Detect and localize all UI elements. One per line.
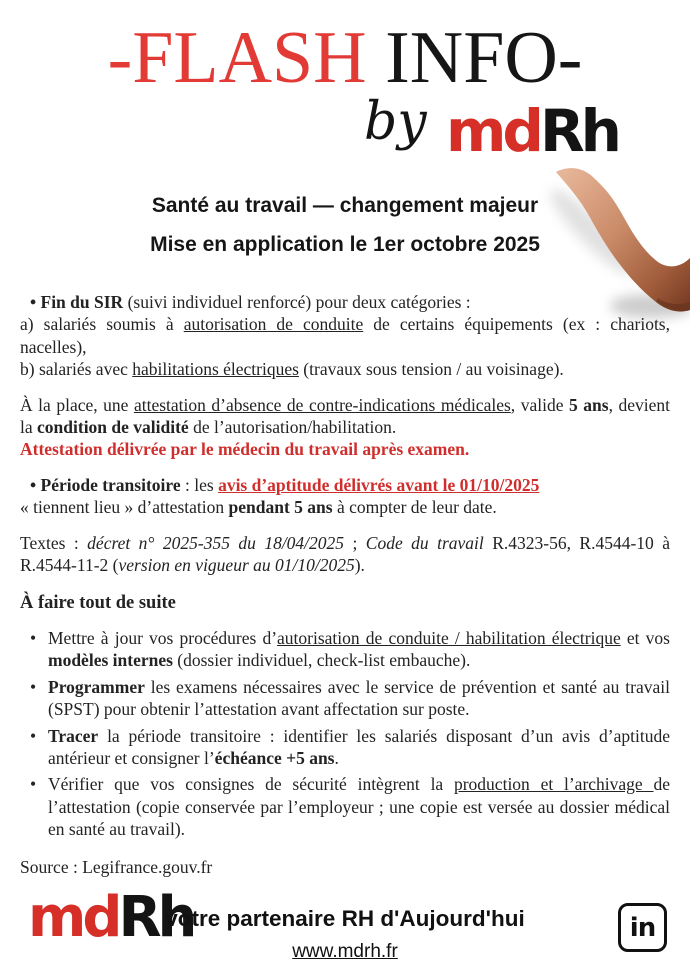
text-run: pendant 5 ans	[228, 497, 333, 518]
website-link-wrap	[0, 941, 690, 963]
page-title	[0, 17, 690, 99]
bullet-text	[48, 773, 670, 840]
text-run: condition de validité	[37, 417, 189, 438]
para-fin-du-sir	[20, 291, 670, 381]
text-run: autorisation de conduite / habilitation électrique	[277, 627, 621, 648]
text-run: décret n° 2025-355 du 18/04/2025	[87, 532, 345, 553]
text-run: À faire tout de suite	[20, 593, 176, 614]
todo-verifier	[20, 773, 670, 840]
text-run: et vos	[620, 627, 670, 648]
text-run: 5 ans	[569, 394, 609, 415]
text-run: Tracer	[48, 725, 99, 746]
text-run: la période transitoire : identifier les salariés disposant d’un avis d’aptitude antérieur et consigner l’	[48, 725, 670, 768]
logo-md: md	[28, 885, 119, 950]
text-run: • Période transitoire	[30, 474, 181, 495]
heading-a-faire	[20, 592, 670, 614]
text-run: (travaux sous tension / au voisinage).	[298, 359, 564, 380]
subtitle-line-1: Santé au travail — changement majeur	[151, 194, 539, 217]
text-run: Programmer	[48, 676, 145, 697]
text-run: , devient la	[20, 394, 670, 438]
text-run: ;	[344, 532, 366, 553]
text-run: (suivi individuel renforcé) pour deux catégories :	[123, 292, 471, 312]
logo-md: md	[446, 97, 540, 165]
text-run: autorisation de conduite	[183, 314, 364, 335]
text-run: , valide	[510, 394, 569, 415]
linkedin-icon[interactable]: in	[618, 903, 667, 952]
text-run: : les	[180, 474, 219, 495]
text-run: production et l’archivage	[453, 774, 654, 795]
text-run: Source : Legifrance.gouv.fr	[20, 856, 213, 877]
text-run: habilitations électriques	[132, 359, 299, 380]
todo-mettre-a-jour	[20, 627, 670, 672]
text-run: Code du travail	[365, 532, 484, 553]
text-run: de l’attestation (copie conservée par l’employeur ; une copie est versée au dossier médical en santé au travail).	[48, 774, 671, 840]
text-run: de l’autorisation/habilitation.	[188, 417, 397, 438]
website-link[interactable]: www.mdrh.fr	[292, 941, 398, 962]
text-run: Mettre à jour vos procédures d’	[48, 627, 278, 648]
subtitle-block	[0, 194, 690, 257]
logo-rh: Rh	[118, 885, 194, 950]
text-run: à compter de leur date.	[332, 497, 497, 518]
title-flash: -FLASH	[107, 17, 386, 99]
text-run: attestation d’absence de contre-indications médicales	[133, 394, 511, 415]
para-textes	[20, 532, 670, 577]
text-run: avis d’aptitude délivrés avant le 01/10/2025	[218, 474, 540, 495]
text-run: (dossier individuel, check-list embauche).	[172, 650, 471, 671]
bullet-text	[48, 725, 670, 770]
text-run: .	[334, 747, 339, 768]
bullet-text	[48, 627, 670, 672]
text-run: R.4323-56, R.4544-10 à R.4544-11-2 (	[20, 532, 670, 576]
body-content	[20, 291, 670, 878]
bullet-marker: •	[30, 774, 37, 795]
text-run: modèles internes	[48, 650, 173, 671]
source-line	[20, 856, 670, 878]
subtitle-line-2: Mise en application le 1er octobre 2025	[150, 233, 540, 256]
text-run: • Fin du SIR	[30, 292, 124, 312]
footer-tagline: votre partenaire RH d'Aujourd'hui	[165, 906, 525, 931]
text-run: « tiennent lieu » d’attestation	[20, 497, 229, 518]
logo-rh: Rh	[539, 97, 618, 165]
para-attestation	[20, 394, 670, 461]
text-run: b) salariés avec	[20, 359, 133, 380]
text-run: Vérifier que vos consignes de sécurité intègrent la	[48, 774, 454, 795]
bullet-marker: •	[30, 725, 37, 746]
text-run: échéance +5 ans	[214, 747, 335, 768]
text-run: de certains équipements (ex : chariots, nacelles),	[20, 314, 670, 357]
text-run: Textes :	[20, 532, 88, 553]
mdrh-logo-header	[446, 97, 618, 165]
bullet-text	[48, 676, 670, 721]
bullet-marker: •	[30, 627, 37, 648]
text-run: ).	[354, 555, 365, 576]
todo-tracer	[20, 725, 670, 770]
by-script-text: by	[364, 92, 427, 152]
todo-programmer	[20, 676, 670, 721]
text-run: les examens nécessaires avec le service de prévention et santé au travail (SPST) pour obtenir l’attestation avant affectation sur poste.	[48, 676, 670, 720]
text-run: a) salariés soumis à	[20, 314, 184, 335]
title-info: INFO-	[385, 17, 583, 99]
text-run: version en vigueur au 01/10/2025	[118, 555, 355, 576]
text-run: Attestation délivrée par le médecin du travail après examen.	[20, 439, 470, 460]
para-periode-transitoire	[20, 474, 670, 519]
text-run: À la place, une	[20, 394, 134, 415]
bullet-marker: •	[30, 676, 37, 697]
